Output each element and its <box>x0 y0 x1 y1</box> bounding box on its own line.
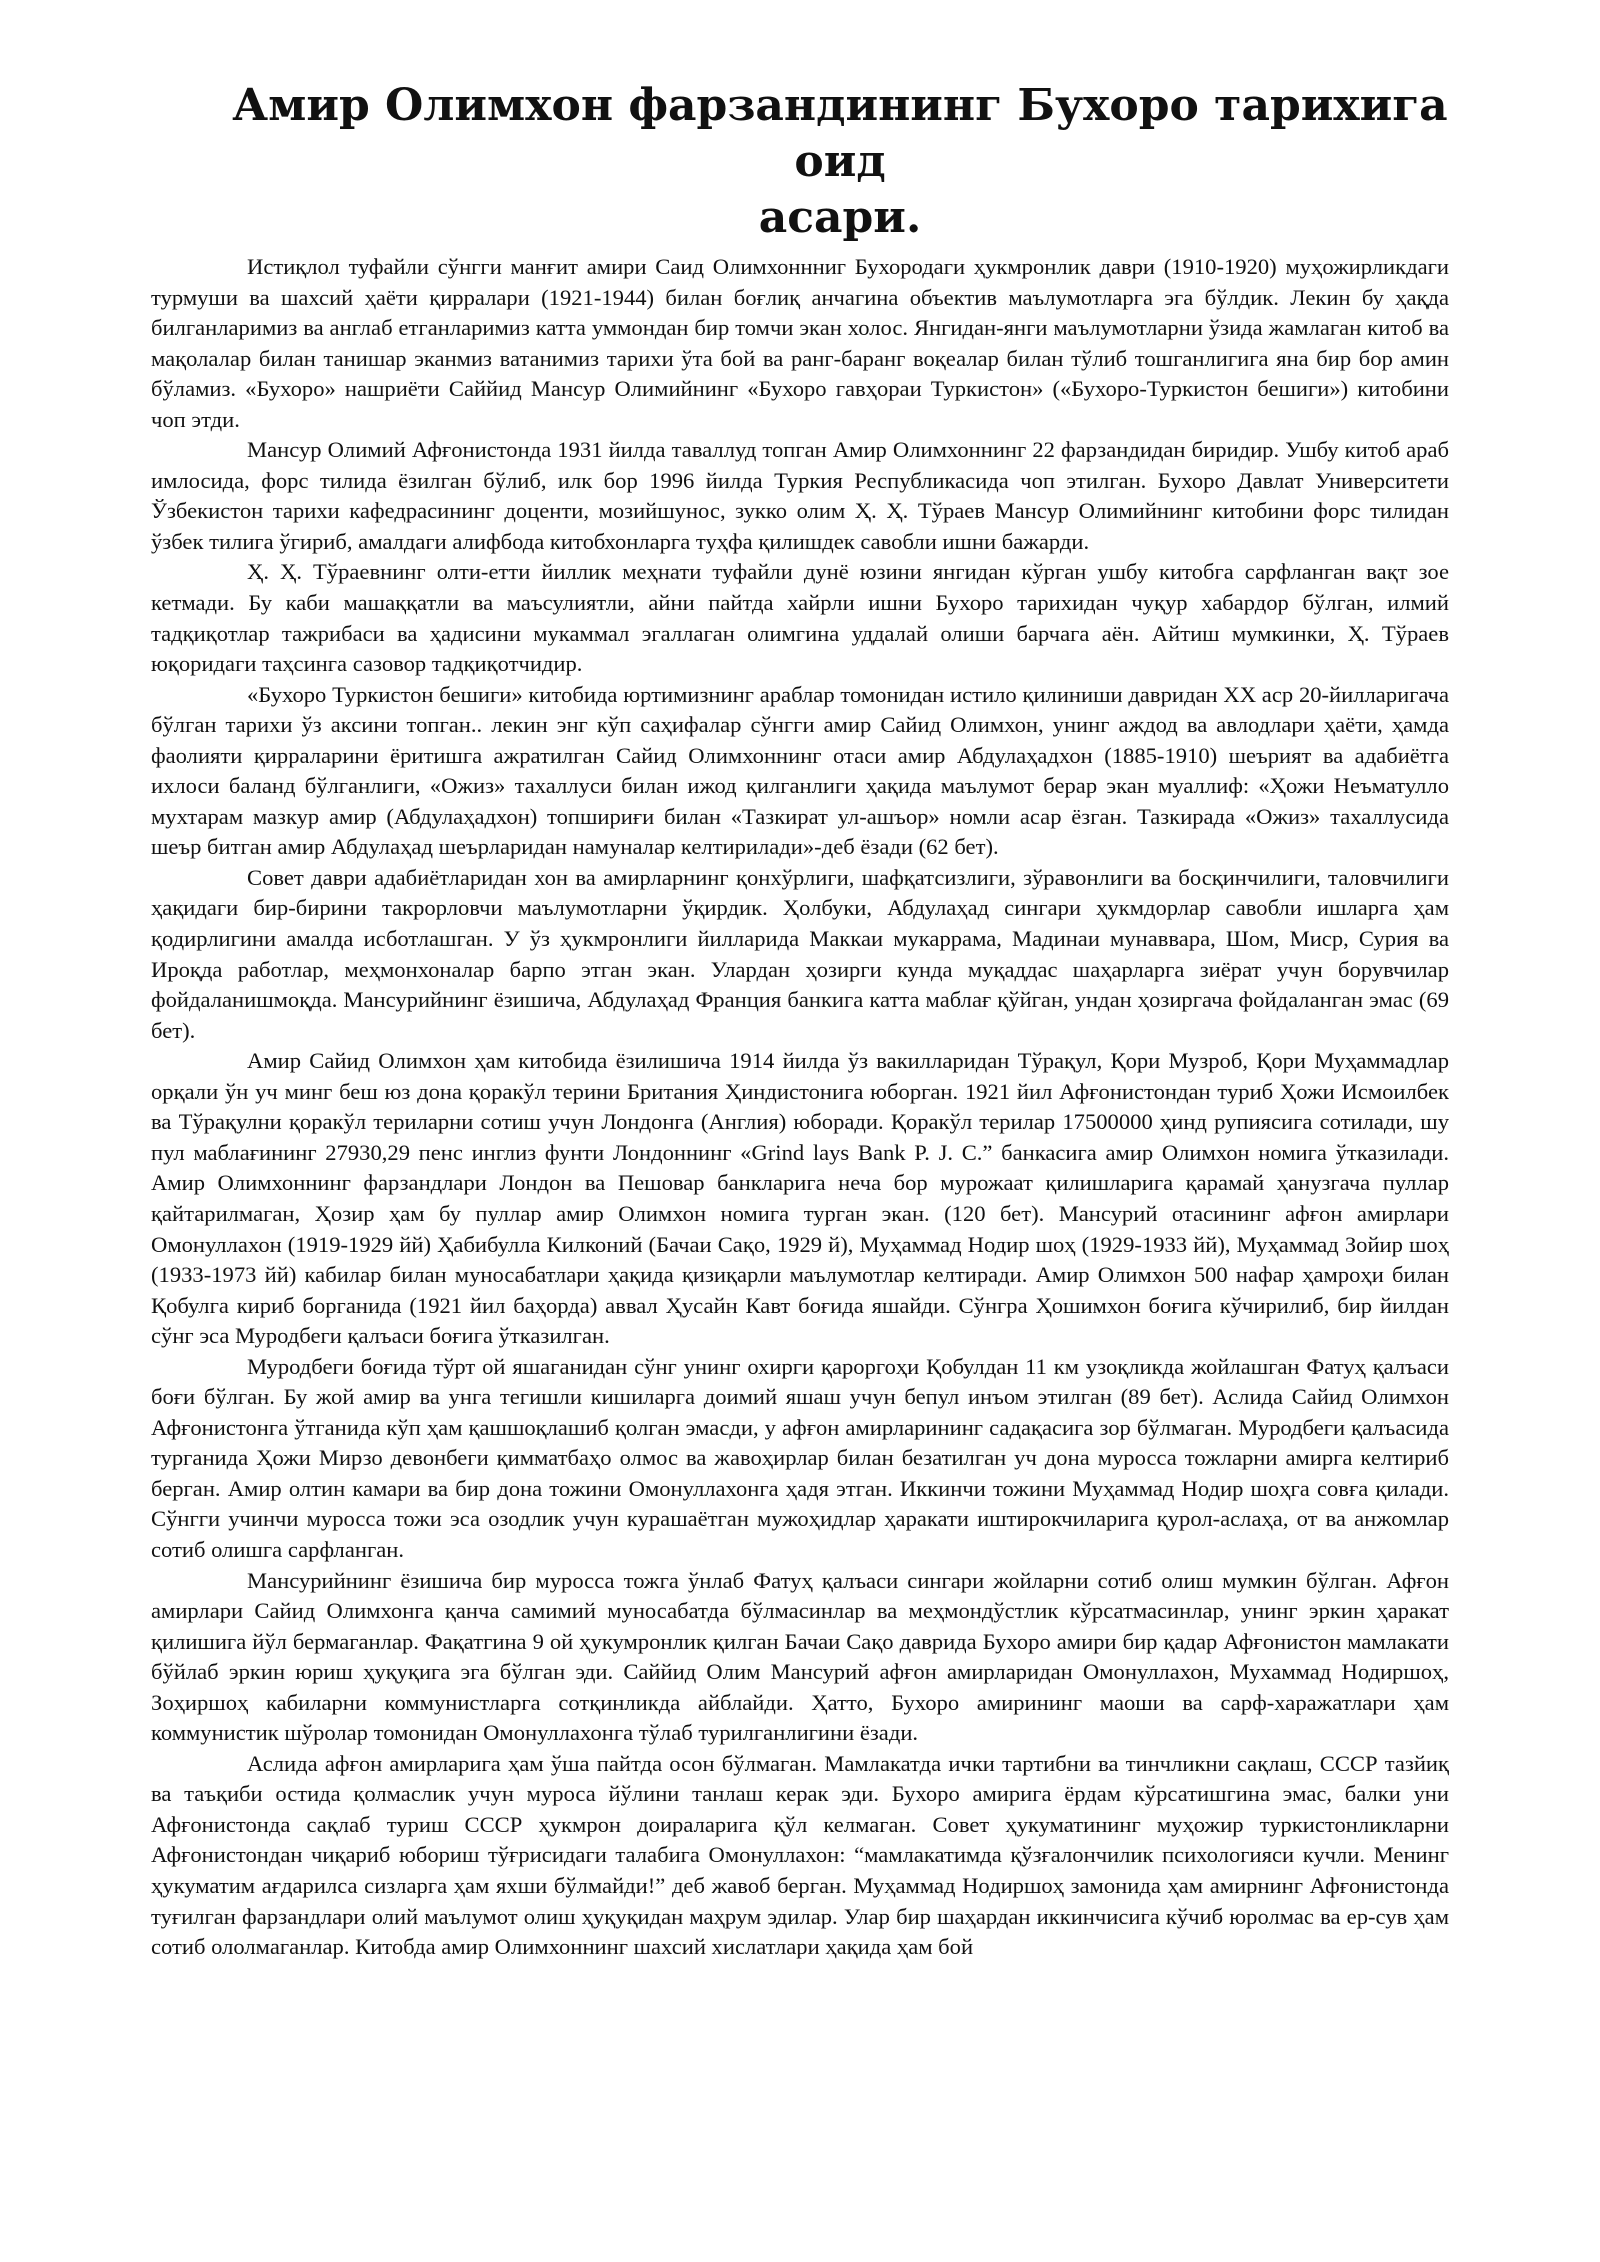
paragraph-6: Амир Сайид Олимхон ҳам китобида ёзилишича 1914 йилда ўз вакилларидан Тўрақул, Қори Музроб, Қори Муҳаммадлар орқали ўн уч минг беш юз дона қоракўл терини Британия Ҳиндистонига юборган. 1921 йил Афғонистондан туриб Ҳожи Исмоилбек ва Тўрақулни қоракўл териларни сотиш учун Лондонга (Англия) юборади. Қоракўл терилар 17500000 ҳинд рупиясига сотилади, шу пул маблағининг 27930,29 пенс инглиз фунти Лондоннинг «Grind lays Bank P. J. C.” банкасига амир Олимхон номига ўтказилади. Амир Олимхоннинг фарзандлари Лондон ва Пешовар банкларига неча бор мурожаат қилишларига қарамай ҳанузгача пуллар қайтарилмаган, Ҳозир ҳам бу пуллар амир Олимхон номига турган экан. (120 бет). Мансурий отасининг афғон амирлари Омонуллахон (1919-1929 йй) Ҳабибулла Килконий (Бачаи Сақо, 1929 й), Муҳаммад Нодир шоҳ (1929-1933 йй), Муҳаммад Зойир шоҳ (1933-1973 йй) кабилар билан муносабатлари ҳақида қизиқарли маълумотлар келтиради. Амир Олимхон 500 нафар ҳамроҳи билан Қобулга кириб борганида (1921 йил баҳорда) аввал Ҳусайн Кавт боғида яшайди. Сўнгра Ҳошимхон боғига кўчирилиб, бир йилдан сўнг эса Муродбеги қалъаси боғига ўтказилган. <box>151 1048 1449 1349</box>
document-title <box>151 78 1449 246</box>
paragraph-3: Ҳ. Ҳ. Тўраевнинг олти-етти йиллик меҳнати туфайли дунё юзини янгидан кўрган ушбу китобга сарфланган вақт зое кетмади. Бу каби машаққатли ва маъсулиятли, айни пайтда хайрли ишни Бухоро тарихидан чуқур хабардор бўлган, илмий тадқиқотлар тажрибаси ва ҳадисини мукаммал эгаллаган олимгина уддалай олиши барчага аён. Айтиш мумкинки, Ҳ. Тўраев юқоридаги таҳсинга сазовор тадқиқотчидир. <box>151 559 1449 677</box>
paragraph-7: Муродбеги боғида тўрт ой яшаганидан сўнг унинг охирги қароргоҳи Қобулдан 11 км узоқликда жойлашган Фатуҳ қалъаси боғи бўлган. Бу жой амир ва унга тегишли кишиларга доимий яшаш учун бепул инъом этилган (89 бет). Аслида Сайид Олимхон Афғонистонга ўтганида кўп ҳам қашшоқлашиб қолган эмасди, у афғон амирларининг садақасига зор бўлмаган. Муродбеги қалъасида турганида Ҳожи Мирзо девонбеги қимматбаҳо олмос ва жавоҳирлар билан безатилган уч дона муросса тожларни амирга келтириб берган. Амир олтин камари ва бир дона тожини Омонуллахонга ҳадя этган. Иккинчи тожини Муҳаммад Нодир шоҳга совға қилади. Сўнгги учинчи муросса тожи эса озодлик учун курашаётган мужоҳидлар ҳаракати иштирокчиларига қурол-аслаҳа, от ва анжомлар сотиб олишга сарфланган. <box>151 1353 1449 1562</box>
paragraph-4: «Бухоро Туркистон бешиги» китобида юртимизнинг араблар томонидан истило қилиниши давридан ХХ аср 20-йилларигача бўлган тарихи ўз аксини топган.. лекин энг кўп саҳифалар сўнгги амир Сайид Олимхон, унинг аждод ва авлодлари ҳаёти, ҳамда фаолияти қирраларини ёритишга ажратилган Сайид Олимхоннинг отаси амир Абдулаҳадхон (1885-1910) шеърият ва адабиётга ихлоси баланд бўлганлиги, «Ожиз» тахаллуси билан ижод қилганлиги ҳақида маълумот берар экан муаллиф: «Ҳожи Неъматулло мухтарам мазкур амир (Абдулаҳадхон) топшириғи билан «Тазкират ул-ашъор» номли асар ёзган. Тазкирада «Ожиз» тахаллусида шеър битган амир Абдулаҳад шеърларидан намуналар келтирилади»-деб ёзади (62 бет). <box>151 681 1449 860</box>
title-line-1: Амир Олимхон фарзандининг Бухоро тарихига оид <box>232 80 1448 187</box>
document-body <box>151 252 1449 1963</box>
paragraph-8: Мансурийнинг ёзишича бир муросса тожга ўнлаб Фатуҳ қалъаси сингари жойларни сотиб олиш мумкин бўлган. Афғон амирлари Сайид Олимхонга қанча самимий муносабатда бўлмасинлар ва меҳмондўстлик кўрсатмасинлар, унинг эркин ҳаракат қилишига йўл бермаганлар. Фақатгина 9 ой ҳукумронлик қилган Бачаи Сақо даврида Бухоро амири бир қадар Афғонистон мамлакати бўйлаб эркин юриш ҳуқуқига эга бўлган эди. Саййид Олим Мансурий афғон амирларидан Омонуллахон, Мухаммад Нодиршоҳ, Зоҳиршоҳ кабиларни коммунистларга сотқинликда айблайди. Ҳатто, Бухоро амирининг маоши ва сарф-харажатлари ҳам коммунистик шўролар томонидан Омонуллахонга тўлаб турилганлигини ёзади. <box>151 1567 1449 1746</box>
paragraph-5: Совет даври адабиётларидан хон ва амирларнинг қонхўрлиги, шафқатсизлиги, зўравонлиги ва босқинчилиги, таловчилиги ҳақидаги бир-бирини такрорловчи маълумотларни ўқирдик. Ҳолбуки, Абдулаҳад сингари ҳукмдорлар савобли ишларга ҳам қодирлигини амалда исботлашган. У ўз ҳукмронлиги йилларида Маккаи мукаррама, Мадинаи мунаввара, Шом, Миср, Сурия ва Ироқда работлар, меҳмонхоналар барпо этган экан. Улардан ҳозирги кунда муқаддас шаҳарларга зиёрат учун борувчилар фойдаланишмоқда. Мансурийнинг ёзишича, Абдулаҳад Франция банкига катта маблағ қўйган, ундан ҳозиргача фойдаланган эмас (69 бет). <box>151 864 1449 1043</box>
paragraph-2: Мансур Олимий Афғонистонда 1931 йилда таваллуд топган Амир Олимхоннинг 22 фарзандидан биридир. Ушбу китоб араб имлосида, форс тилида ёзилган бўлиб, илк бор 1996 йилда Туркия Республикасида чоп этилган. Бухоро Давлат Университети Ўзбекистон тарихи кафедрасининг доценти, мозийшунос, зукко олим Ҳ. Ҳ. Тўраев Мансур Олимийнинг китобини форс тилидан ўзбек тилига ўгириб, амалдаги алифбода китобхонларга туҳфа қилишдек савобли ишни бажарди. <box>151 437 1449 554</box>
paragraph-9: Аслида афғон амирларига ҳам ўша пайтда осон бўлмаган. Мамлакатда ички тартибни ва тинчликни сақлаш, СССР тазйиқ ва таъқиби остида қолмаслик учун муроса йўлини танлаш керак эди. Бухоро амирига ёрдам кўрсатишгина эмас, балки уни Афғонистонда сақлаб туриш СССР ҳукмрон доираларига қўл келмаган. Совет ҳукуматининг муҳожир туркистонликларни Афғонистондан чиқариб юбориш тўғрисидаги талабига Омонуллахон: “мамлакатимда қўзғалончилик психологияси кучли. Менинг ҳукуматим ағдарилса сизларга ҳам яхши бўлмайди!” деб жавоб берган. Муҳаммад Нодиршоҳ замонида ҳам амирнинг Афғонистонда туғилган фарзандлари олий маълумот олиш ҳуқуқидан маҳрум эдилар. Улар бир шаҳардан иккинчисига кўчиб юролмас ва ер-сув ҳам сотиб ололмаганлар. Китобда амир Олимхоннинг шахсий хислатлари ҳақида ҳам бой <box>151 1750 1449 1960</box>
paragraph-1: Истиқлол туфайли сўнгги манғит амири Саид Олимхоннниг Бухородаги ҳукмронлик даври (1910-1920) муҳожирликдаги турмуши ва шахсий ҳаёти қирралари (1921-1944) билан боғлиқ анчагина объектив маълумотларга эга бўлдик. Лекин бу ҳақда билганларимиз ва англаб етганларимиз катта уммондан бир томчи экан холос. Янгидан-янги маълумотларни ўзида жамлаган китоб ва мақолалар билан танишар эканмиз ватанимиз тарихи ўта бой ва ранг-баранг воқеалар билан тўлиб тошганлигига яна бир бор амин бўламиз. «Бухоро» нашриёти Саййид Мансур Олимийнинг «Бухоро гавҳораи Туркистон» («Бухоро-Туркистон бешиги») китобини чоп этди. <box>151 254 1449 432</box>
title-line-2: асари. <box>758 192 922 243</box>
